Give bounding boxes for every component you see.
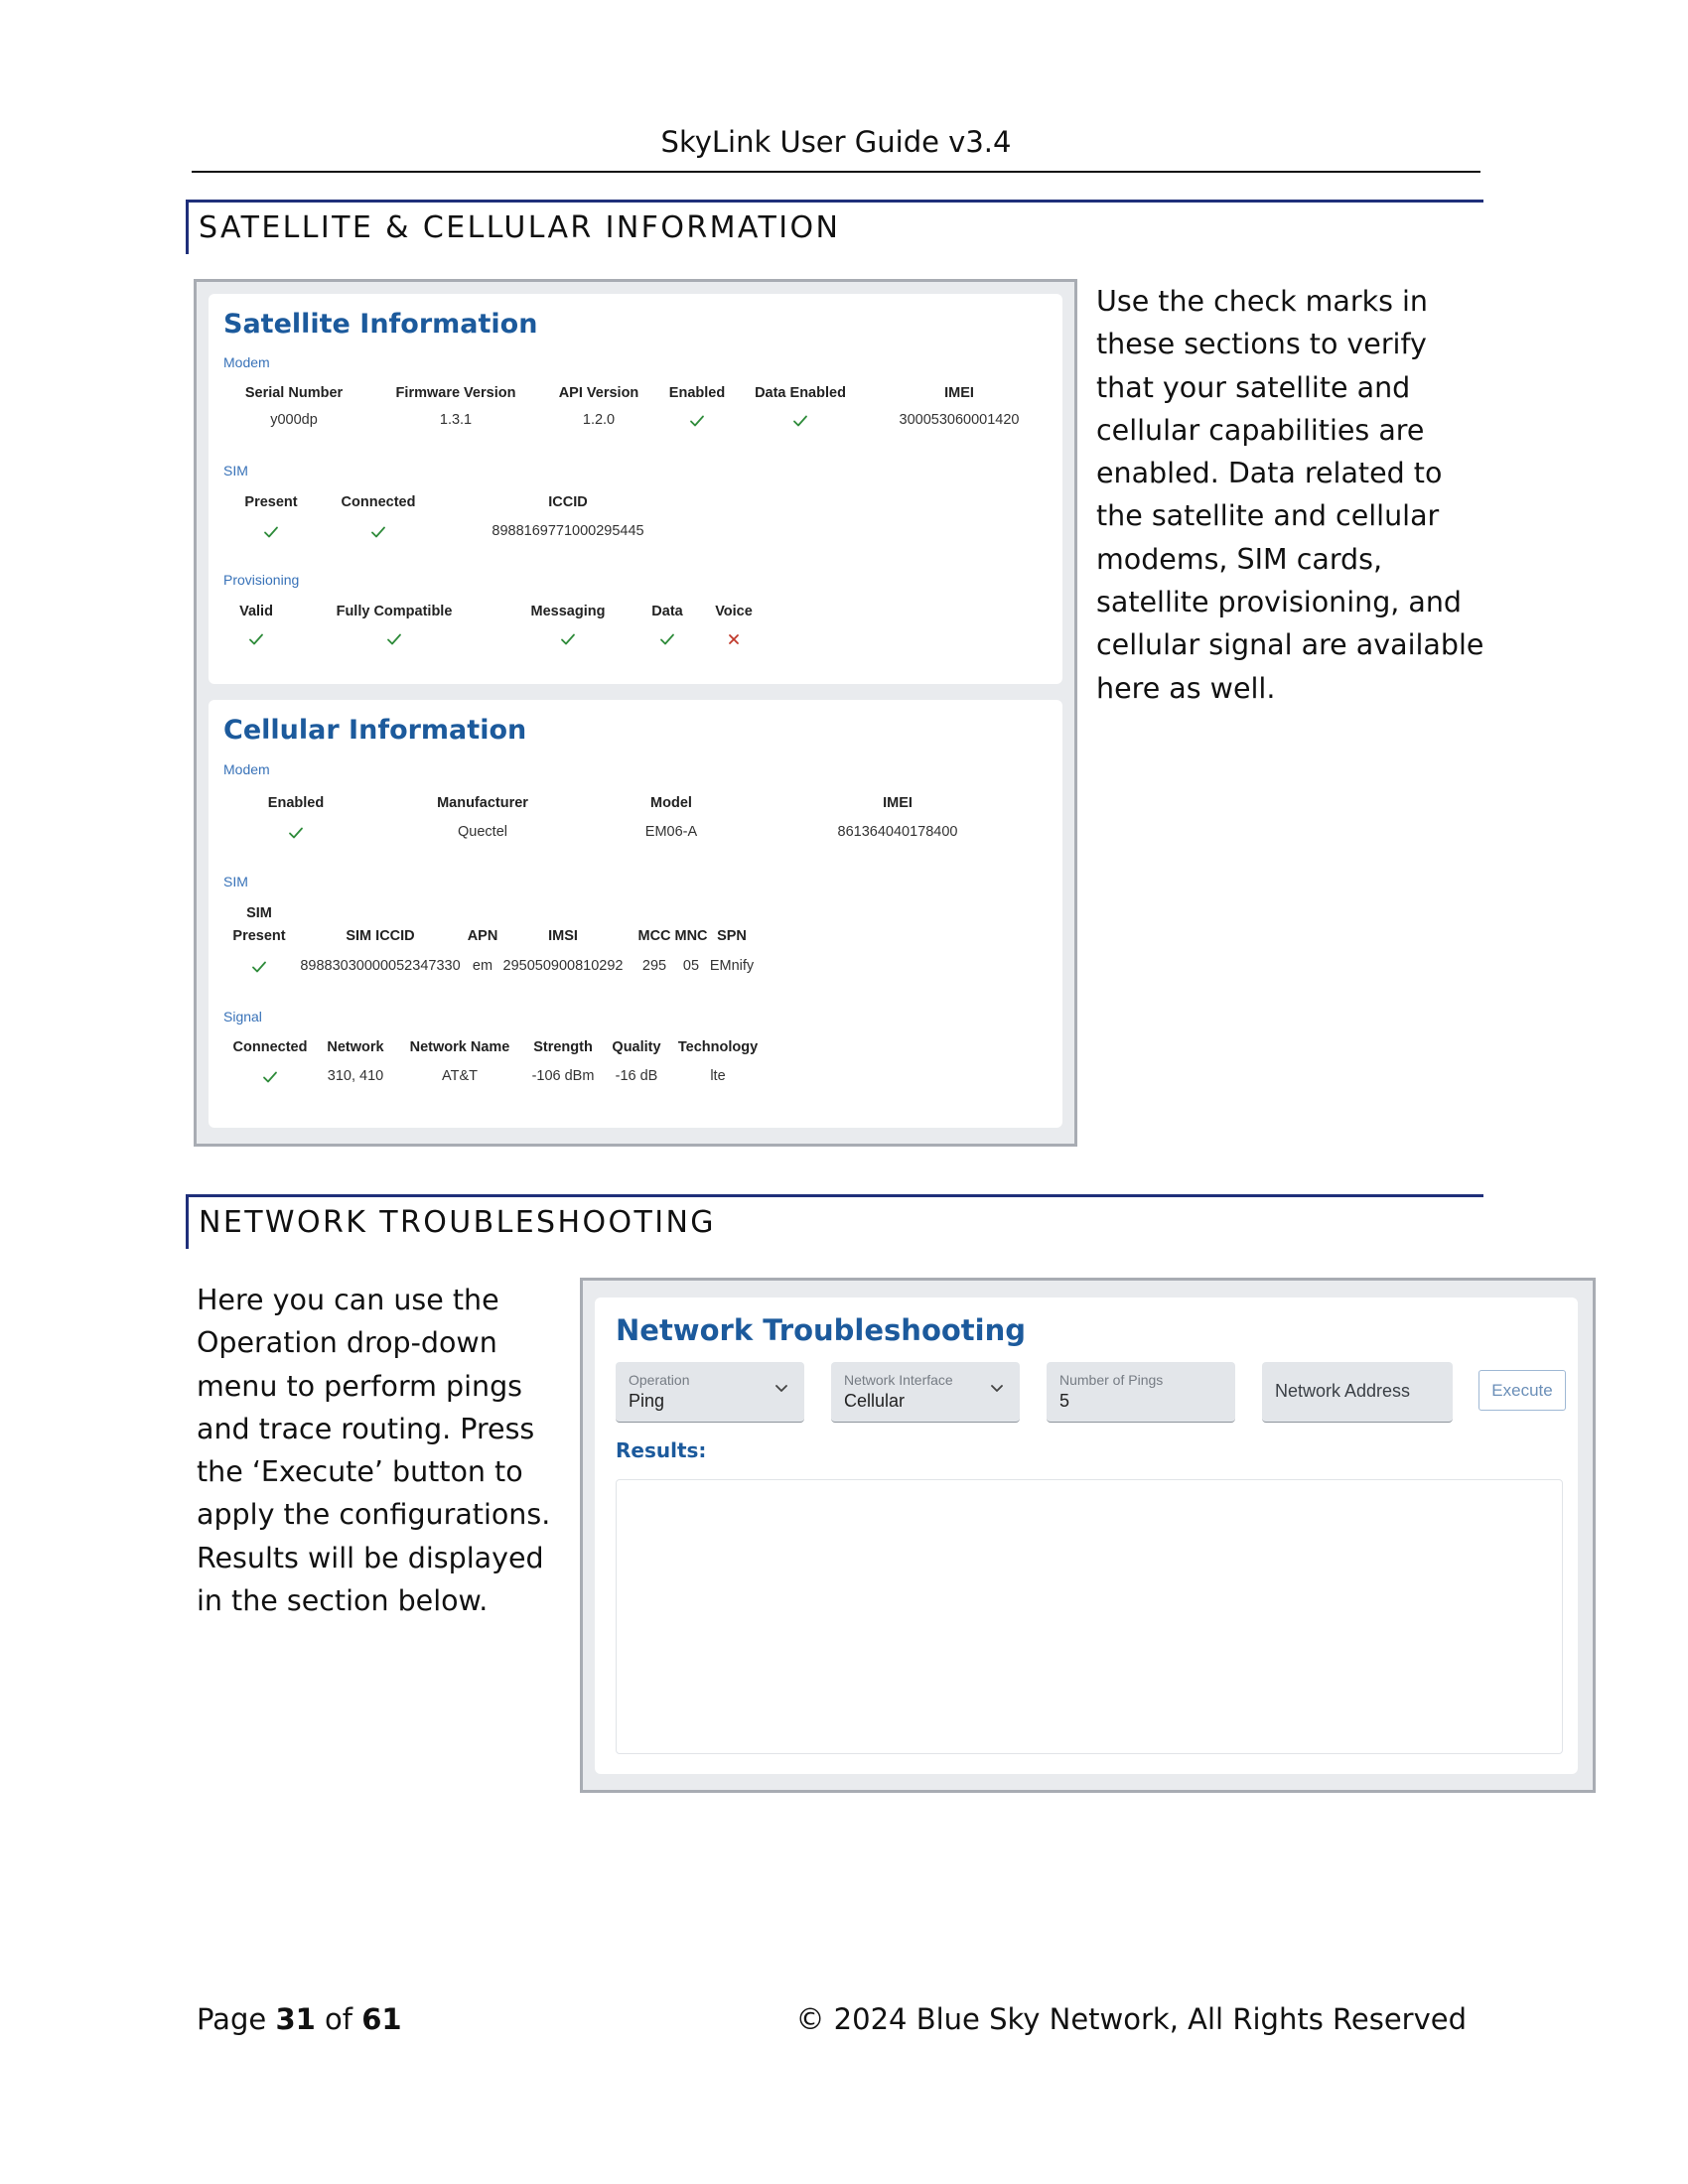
network-address-input[interactable] [1262,1362,1453,1423]
col-iccid: ICCID [548,494,588,510]
serial-number-value: y000dp [270,412,318,428]
number-of-pings-input[interactable] [1047,1362,1235,1423]
network-troubleshooting-screenshot [580,1278,1596,1793]
spn-value: EMnify [709,958,755,974]
api-version-value: 1.2.0 [582,412,616,428]
col-imei: IMEI [944,385,974,401]
col-data-enabled: Data Enabled [755,385,846,401]
network-value: 310, 410 [327,1068,384,1084]
chevron-down-icon[interactable] [990,1384,1004,1394]
section-heading-network-troubleshooting [186,1194,1483,1249]
chevron-down-icon[interactable] [774,1384,788,1394]
col-api-version: API Version [558,385,639,401]
check-icon [262,1070,278,1084]
col-spn: SPN [717,928,747,944]
col-connected: Connected [341,494,416,510]
cellular-signal-label: Signal [223,1009,262,1024]
firmware-version-value: 1.3.1 [439,412,473,428]
page-prefix: Page [197,2002,267,2036]
col-present: Present [244,494,298,510]
satellite-information-title: Satellite Information [223,309,538,340]
check-icon [659,632,675,646]
network-interface-dropdown[interactable] [831,1362,1020,1423]
execute-button[interactable]: Execute [1478,1370,1566,1411]
section-heading-text: NETWORK TROUBLESHOOTING [199,1205,716,1240]
header-divider [192,171,1480,173]
col-messaging: Messaging [530,604,606,619]
section-heading-text: SATELLITE & CELLULAR INFORMATION [199,210,841,245]
strength-value: -106 dBm [531,1068,595,1084]
check-icon [370,525,386,539]
satellite-sim-label: SIM [223,463,248,478]
satellite-cellular-description: Use the check marks in these sections to verify that your satellite and cellular capabilities are enabled. Data related to the satellite and cellular modems, SIM cards, satellite provisioning, and cellular signal are available here as well. [1096,285,1484,705]
col-technology: Technology [677,1039,759,1055]
network-troubleshooting-title: Network Troubleshooting [616,1313,1026,1347]
mcc-value: 295 [641,958,667,974]
page-current: 31 [275,2002,316,2036]
col-sim-iccid: SIM ICCID [346,928,415,944]
technology-value: lte [710,1068,726,1084]
col-imsi: IMSI [548,928,578,944]
cross-icon [726,632,742,646]
network-address-placeholder: Network Address [1275,1381,1411,1401]
cellular-information-title: Cellular Information [223,715,527,746]
imei-value: 300053060001420 [899,412,1020,428]
document-header-title: SkyLink User Guide v3.4 [660,125,1012,159]
col-voice: Voice [715,604,753,619]
mnc-value: 05 [682,958,700,974]
results-label: Results: [616,1438,707,1462]
cellular-sim-label: SIM [223,874,248,889]
imsi-value: 295050900810292 [502,958,624,974]
operation-value: Ping [629,1391,665,1411]
network-name-value: AT&T [442,1068,478,1084]
col-enabled: Enabled [668,385,726,401]
satellite-information-card [209,294,1062,684]
page-number [197,2002,402,2036]
page-of: of [325,2002,352,2036]
col-network: Network [327,1039,384,1055]
number-of-pings-value: 5 [1059,1391,1070,1411]
col-apn: APN [467,928,498,944]
quality-value: -16 dB [615,1068,658,1084]
cellular-information-card [209,700,1062,1128]
check-icon [251,960,267,974]
col-fully-compatible: Fully Compatible [336,604,453,619]
col-present: Present [232,928,286,944]
col-enabled: Enabled [267,795,325,811]
copyright-notice: © 2024 Blue Sky Network, All Rights Reserved [795,2002,1467,2036]
network-troubleshooting-card [595,1297,1578,1774]
satellite-provisioning-label: Provisioning [223,572,300,588]
cellular-modem-label: Modem [223,761,270,777]
network-interface-label: Network Interface [844,1372,953,1388]
manufacturer-value: Quectel [458,824,507,840]
satellite-cellular-screenshot [194,279,1077,1147]
apn-value: em [472,958,493,974]
col-serial-number: Serial Number [244,385,344,401]
col-network-name: Network Name [409,1039,510,1055]
check-icon [560,632,576,646]
col-firmware-version: Firmware Version [395,385,516,401]
check-icon [263,525,279,539]
number-of-pings-label: Number of Pings [1059,1372,1164,1388]
col-connected: Connected [232,1039,308,1055]
col-valid: Valid [239,604,273,619]
col-imei: IMEI [883,795,913,811]
check-icon [288,826,304,840]
check-icon [792,414,808,428]
col-mnc: MNC [674,928,708,944]
network-troubleshooting-description: Here you can use the Operation drop-down menu to perform pings and trace routing. Press the ‘Execute’ button to apply the configurations. Results will be displayed in the section below. [197,1284,551,1618]
network-interface-value: Cellular [844,1391,906,1411]
imei-value: 861364040178400 [837,824,958,840]
operation-label: Operation [629,1372,690,1388]
sim-iccid-value: 89883030000052347330 [300,958,461,974]
col-data: Data [651,604,683,619]
iccid-value: 8988169771000295445 [492,523,644,539]
model-value: EM06-A [644,824,698,840]
col-mcc: MCC [637,928,671,944]
results-area[interactable] [616,1479,1563,1754]
col-quality: Quality [612,1039,661,1055]
col-model: Model [650,795,692,811]
col-manufacturer: Manufacturer [437,795,528,811]
satellite-modem-label: Modem [223,354,270,370]
col-strength: Strength [533,1039,593,1055]
check-icon [248,632,264,646]
page-total: 61 [361,2002,402,2036]
col-sim: SIM [246,905,272,921]
section-heading-satellite-cellular [186,200,1483,254]
operation-dropdown[interactable] [616,1362,804,1423]
check-icon [386,632,402,646]
check-icon [689,414,705,428]
